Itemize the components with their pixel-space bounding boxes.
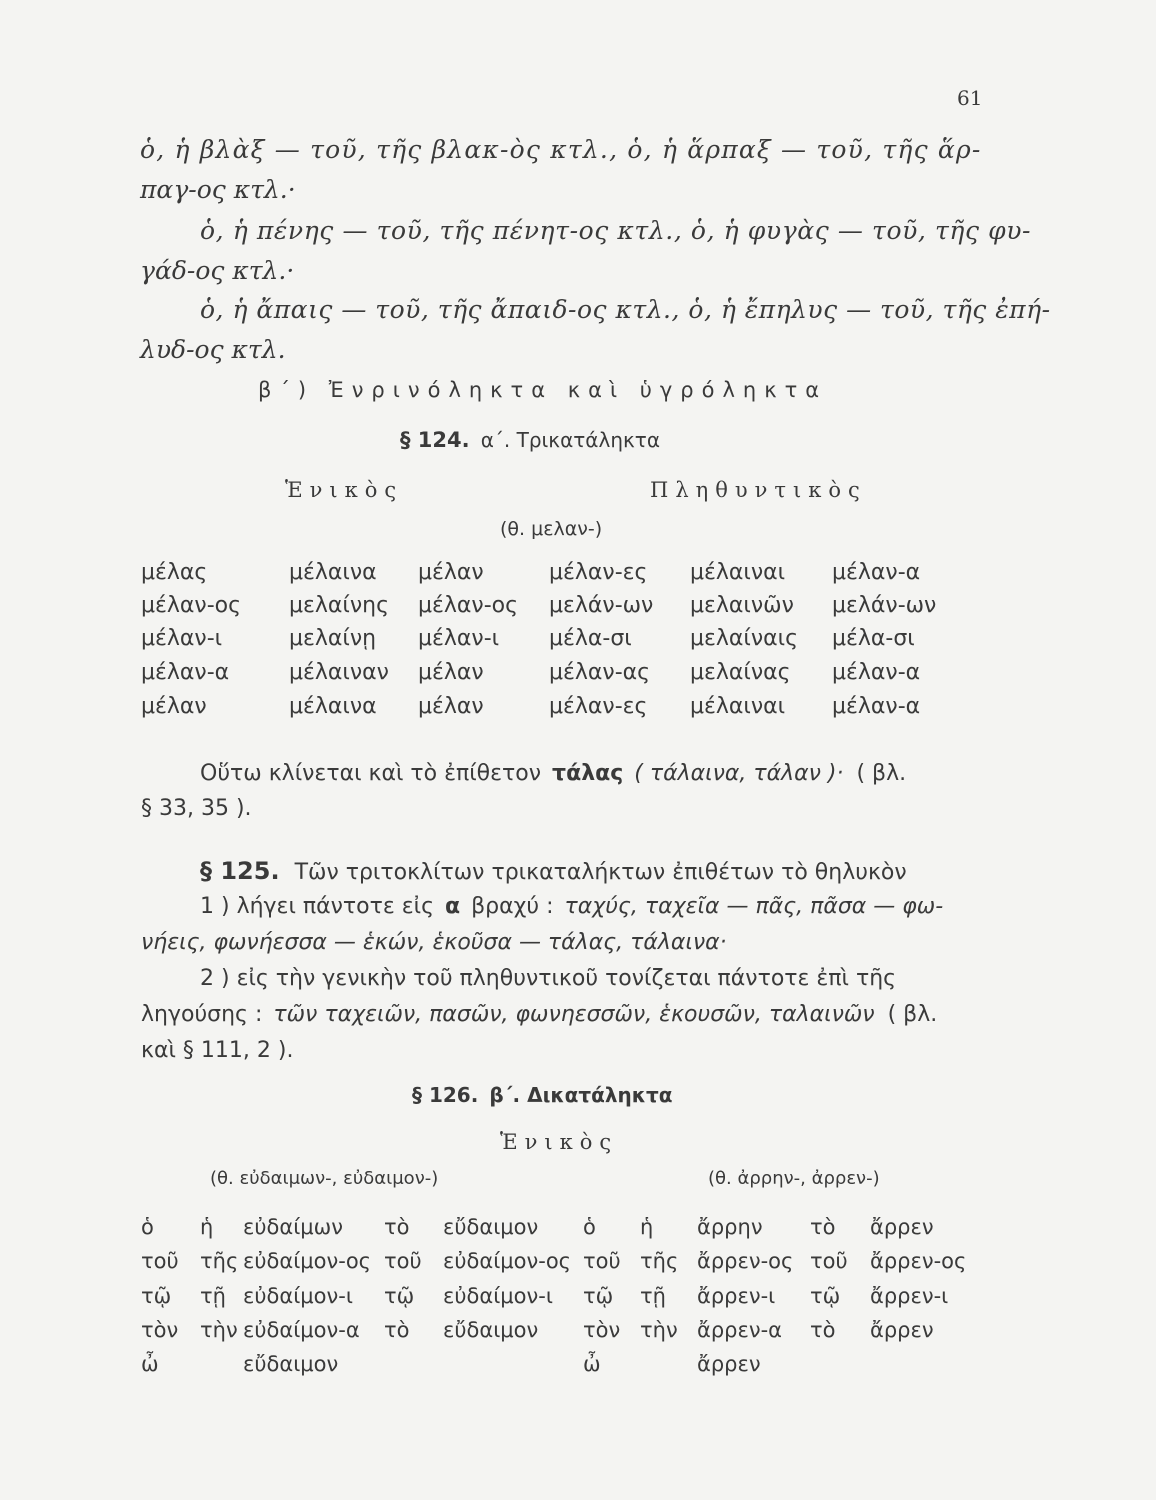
paradigm-cell: εὐδαίμον-ος	[243, 1249, 371, 1273]
paradigm-cell: εὔδαιμον	[443, 1318, 539, 1342]
paradigm-cell: μέλαν	[418, 660, 484, 685]
sec124-singular-label: Ἑνικὸς	[285, 478, 404, 502]
sec125-examples: ταχύς, ταχεῖα — πᾶς, πᾶσα — φω-	[564, 894, 944, 919]
intro-line-4: γάδ-ος κτλ.·	[140, 256, 295, 285]
section-b-title: β΄) Ἐνρινόληκτα καὶ ὑγρόληκτα	[258, 378, 828, 402]
sec124-title: α΄. Τρικατάληκτα	[480, 428, 661, 452]
paradigm-cell: ἡ	[640, 1215, 654, 1239]
sec125-line-5	[141, 1002, 937, 1027]
paradigm-cell: μέλαν-α	[141, 660, 230, 685]
paradigm-cell: εὐδαίμον-ι	[443, 1284, 553, 1308]
paradigm-cell: τὸ	[384, 1318, 410, 1342]
paradigm-cell: μέλαν-ες	[549, 694, 648, 719]
intro-line-2: παγ-ος κτλ.·	[140, 175, 296, 204]
sec124-plural-label: Πληθυντικὸς	[650, 478, 867, 502]
paradigm-cell: μέλαιναι	[690, 560, 786, 585]
paradigm-cell: τὸν	[583, 1318, 621, 1342]
paradigm-cell: ὦ	[141, 1352, 159, 1376]
paradigm-cell: μέλαν-ες	[549, 560, 648, 585]
paradigm-cell: τῷ	[583, 1284, 614, 1308]
paradigm-cell: ἄρρεν	[870, 1215, 934, 1239]
paradigm-cell: εὐδαίμων	[243, 1215, 343, 1239]
paradigm-cell: τῷ	[384, 1284, 415, 1308]
paradigm-cell: ὦ	[583, 1352, 601, 1376]
paradigm-cell: ἡ	[200, 1215, 214, 1239]
paradigm-cell: τοῦ	[583, 1249, 621, 1273]
sec125-number: § 125.	[200, 857, 280, 885]
paradigm-cell: μελάν-ων	[549, 593, 654, 618]
sec125-line-3: νήεις, φωνήεσσα — ἑκών, ἑκοῦσα — τάλας, τάλαινα·	[141, 930, 727, 955]
paradigm-cell: ἄρρεν-α	[697, 1318, 783, 1342]
paradigm-cell: ἄρρεν-ος	[870, 1249, 967, 1273]
note-text: Οὕτω κλίνεται καὶ τὸ ἐπίθετον	[200, 761, 542, 786]
paradigm-cell: τῆς	[200, 1249, 239, 1273]
sec124-stem: (θ. μελαν-)	[500, 518, 603, 540]
paradigm-cell: μέλαν-ι	[141, 626, 223, 651]
sec124-heading	[400, 428, 660, 452]
sec126-singular-label: Ἑνικὸς	[500, 1130, 619, 1154]
intro-line-5: ὁ, ἡ ἄπαις — τοῦ, τῆς ἄπαιδ-ος κτλ., ὁ, ἡ ἔπηλυς — τοῦ, τῆς ἐπή-	[200, 295, 1051, 324]
sec125-text: 1 ) λήγει πάντοτε εἰς	[200, 894, 434, 919]
sec125-line-1	[200, 857, 907, 885]
paradigm-cell: ἄρρην	[697, 1215, 763, 1239]
sec126-stem-2: (θ. ἀρρην-, ἀρρεν-)	[708, 1168, 880, 1189]
note-ref: ( βλ.	[856, 761, 907, 786]
paradigm-cell: μέλαν	[141, 694, 207, 719]
paradigm-cell: μέλας	[141, 560, 208, 585]
paradigm-cell: ἄρρεν	[870, 1318, 934, 1342]
paradigm-cell: εὐδαίμον-ος	[443, 1249, 571, 1273]
paradigm-cell: μελάν-ων	[832, 593, 937, 618]
paradigm-cell: μελαινῶν	[690, 593, 794, 618]
paradigm-cell: εὐδαίμον-α	[243, 1318, 360, 1342]
paradigm-cell: τὴν	[200, 1318, 238, 1342]
paradigm-cell: τὸ	[384, 1215, 410, 1239]
paradigm-cell: μέλα-σι	[832, 626, 915, 651]
paradigm-cell: τῇ	[640, 1284, 666, 1308]
paradigm-cell: τὸ	[810, 1318, 836, 1342]
sec125-line-4: 2 ) εἰς τὴν γενικὴν τοῦ πληθυντικοῦ τονίζεται πάντοτε ἐπὶ τῆς	[200, 966, 897, 991]
paradigm-cell: τοῦ	[384, 1249, 422, 1273]
paradigm-cell: μέλαν-ος	[418, 593, 519, 618]
note-bold-word: τάλας	[552, 761, 624, 786]
sec124-number: § 124.	[400, 428, 470, 452]
sec126-stem-1: (θ. εὐδαιμων-, εὐδαιμον-)	[210, 1168, 439, 1189]
paradigm-cell: μέλαν-ι	[418, 626, 500, 651]
intro-line-3: ὁ, ἡ πένης — τοῦ, τῆς πένητ-ος κτλ., ὁ, ἡ φυγὰς — τοῦ, τῆς φυ-	[200, 216, 1032, 245]
paradigm-cell: μελαίνης	[289, 593, 389, 618]
paradigm-cell: ἄρρεν	[697, 1352, 761, 1376]
paradigm-cell: μέλαν-α	[832, 560, 921, 585]
paradigm-cell: μελαίνας	[690, 660, 791, 685]
page-number: 61	[957, 86, 983, 110]
paradigm-cell: μέλαν-ος	[141, 593, 242, 618]
paradigm-cell: εὔδαιμον	[243, 1352, 339, 1376]
sec124-note	[200, 761, 906, 786]
sec125-text: βραχύ :	[471, 894, 554, 919]
sec125-ref: ( βλ.	[887, 1002, 938, 1027]
paradigm-cell: τῷ	[810, 1284, 841, 1308]
paradigm-cell: τῇ	[200, 1284, 226, 1308]
intro-line-1: ὁ, ἡ βλὰξ — τοῦ, τῆς βλακ-ὸς κτλ., ὁ, ἡ ἅρπαξ — τοῦ, τῆς ἅρ-	[140, 135, 982, 164]
sec125-line-2	[200, 894, 943, 919]
sec125-text: Τῶν τριτοκλίτων τρικαταλήκτων ἐπιθέτων τὸ θηλυκὸν	[294, 860, 907, 885]
paradigm-cell: τοῦ	[141, 1249, 179, 1273]
paradigm-cell: ὁ	[141, 1215, 154, 1239]
sec125-line-6: καὶ § 111, 2 ).	[141, 1038, 294, 1063]
paradigm-cell: μέλαινα	[289, 694, 377, 719]
sec126-heading	[412, 1083, 672, 1107]
paradigm-cell: εὔδαιμον	[443, 1215, 539, 1239]
paradigm-cell: μέλαιναι	[690, 694, 786, 719]
sec126-number: § 126.	[412, 1083, 479, 1107]
paradigm-cell: τῆς	[640, 1249, 679, 1273]
intro-line-6: λυδ-ος κτλ.	[140, 335, 286, 364]
paradigm-cell: τὸν	[141, 1318, 179, 1342]
sec124-note-ref-line: § 33, 35 ).	[141, 796, 252, 821]
paradigm-cell: μελαίναις	[690, 626, 799, 651]
paradigm-cell: μέλαν	[418, 694, 484, 719]
note-italic: ( τάλαινα, τάλαν )·	[634, 761, 844, 786]
paradigm-cell: μέλαν-ας	[549, 660, 651, 685]
paradigm-cell: ἄρρεν-ι	[870, 1284, 949, 1308]
paradigm-cell: μέλαιναν	[289, 660, 389, 685]
sec125-examples: τῶν ταχειῶν, πασῶν, φωνηεσσῶν, ἑκουσῶν, ταλαινῶν	[273, 1002, 875, 1027]
sec125-text: ληγούσης :	[141, 1002, 263, 1027]
paradigm-cell: μέλαινα	[289, 560, 377, 585]
paradigm-cell: μέλαν-α	[832, 660, 921, 685]
paradigm-cell: ἄρρεν-ι	[697, 1284, 776, 1308]
paradigm-cell: τῷ	[141, 1284, 172, 1308]
paradigm-cell: μελαίνῃ	[289, 626, 377, 651]
sec125-bold-alpha: α	[445, 894, 461, 919]
paradigm-cell: τὸ	[810, 1215, 836, 1239]
paradigm-cell: μέλαν	[418, 560, 484, 585]
paradigm-cell: μέλαν-α	[832, 694, 921, 719]
sec126-title: β΄. Δικατάληκτα	[489, 1083, 673, 1107]
paradigm-cell: ὁ	[583, 1215, 596, 1239]
paradigm-cell: μέλα-σι	[549, 626, 632, 651]
paradigm-cell: τὴν	[640, 1318, 678, 1342]
paradigm-cell: τοῦ	[810, 1249, 848, 1273]
paradigm-cell: ἄρρεν-ος	[697, 1249, 794, 1273]
paradigm-cell: εὐδαίμον-ι	[243, 1284, 353, 1308]
